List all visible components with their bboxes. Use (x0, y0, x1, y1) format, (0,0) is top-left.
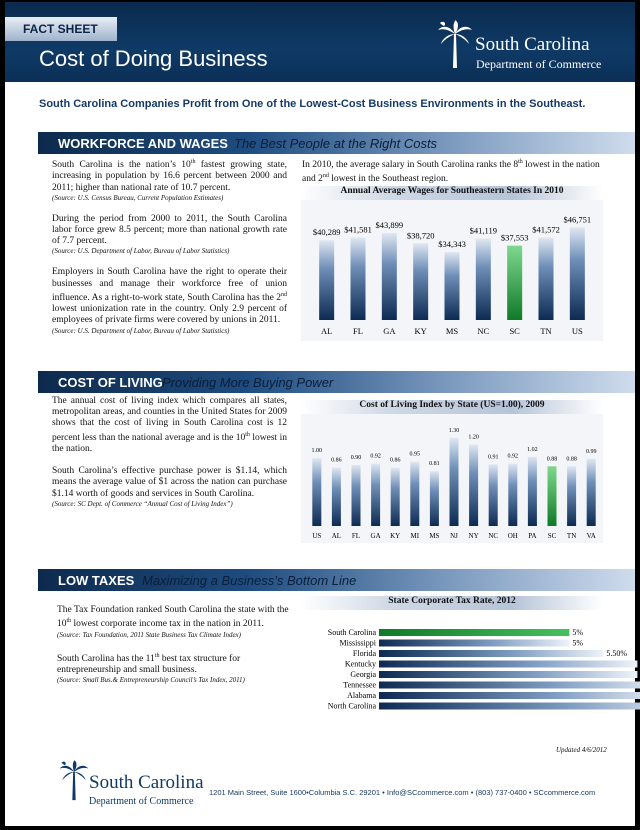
col-bar-NC (489, 464, 498, 526)
living-chart-svg (301, 414, 603, 543)
section-title-taxes: LOW TAXES (58, 573, 135, 588)
tax-value-label: 5.50% (606, 649, 628, 658)
section-subtitle-taxes: Maximizing a Business’s Bottom Line (142, 573, 357, 588)
wage-bar-AL (319, 240, 334, 320)
col-bar-GA (371, 464, 380, 526)
tax-chart (301, 596, 628, 720)
col-bar-PA (528, 457, 537, 526)
wage-category-label: US (571, 326, 583, 336)
tax-category-label: Alabama (347, 691, 376, 700)
tax-bar-0 (379, 629, 569, 636)
col-category-label: NY (468, 532, 479, 540)
col-category-label: TN (566, 532, 577, 540)
wage-category-label: MS (445, 326, 459, 336)
section-subtitle-living: Providing More Buying Power (162, 375, 334, 390)
col-category-label: GA (370, 532, 381, 540)
tax-paragraph-2: South Carolina has the 11th best tax structure for entrepreneurship and small business. (57, 652, 241, 675)
tax-category-label: Kentucky (344, 659, 376, 669)
workforce-paragraph-1: South Carolina is the nation’s 10th fastest growing state, increasing in population by 16.6 percent between 2000 and 2011; higher than national rate of 10.7 percent. (52, 159, 287, 193)
col-bar-US (312, 458, 321, 526)
col-value-label: 1.30 (448, 427, 460, 434)
col-category-label: MI (410, 532, 420, 540)
wage-category-label: TN (540, 326, 552, 336)
tax-bar-4 (379, 671, 637, 678)
col-bar-OH (508, 464, 517, 526)
living-chart-title: Cost of Living Index by State (US=1.00), 2009 (301, 400, 603, 414)
col-bar-FL (352, 465, 361, 526)
wage-bar-US (570, 227, 585, 320)
wage-value-label: $41,119 (469, 225, 497, 236)
wage-category-label: FL (353, 326, 363, 336)
tax-category-label: North Carolina (327, 701, 376, 711)
updated-date: Updated 4/6/2012 (556, 746, 607, 754)
section-band-taxes (38, 569, 635, 591)
brand-name: South Carolina (475, 34, 590, 55)
col-category-label: NJ (450, 532, 458, 540)
headline: South Carolina Companies Profit from One of the Lowest-Cost Business Environments in the Southeast. (39, 98, 586, 110)
page-title: Cost of Doing Business (39, 46, 268, 71)
tax-bar-6 (379, 692, 640, 699)
workforce-text (52, 157, 287, 336)
salary-text: In 2010, the average salary in South Carolina ranks the 8th lowest in the nation and 2nd lowest in the Southeast region. (302, 159, 600, 185)
wages-chart-title: Annual Average Wages for Southeastern States In 2010 (301, 186, 603, 200)
header-banner (5, 2, 635, 82)
col-value-label: 0.81 (429, 461, 440, 468)
wage-value-label: $43,899 (375, 220, 404, 231)
fact-sheet-page (5, 2, 635, 826)
tax-text (57, 605, 289, 685)
col-category-label: FL (351, 532, 361, 540)
wage-value-label: $38,720 (406, 230, 435, 241)
tax-category-label: South Carolina (327, 628, 376, 637)
col-bar-MI (410, 462, 419, 526)
workforce-source-1: (Source: U.S. Census Bureau, Current Population Estimates) (52, 193, 224, 202)
tax-chart-svg (301, 610, 628, 720)
col-value-label: 1.00 (311, 448, 323, 455)
workforce-paragraph-2: During the period from 2000 to 2011, the South Carolina labor force grew 8.5 percent; more than national growth rate of 7.7 percent. (52, 213, 287, 247)
col-category-label: AL (331, 532, 342, 540)
wage-value-label: $41,581 (344, 224, 372, 235)
wage-category-label: AL (320, 326, 333, 336)
workforce-source-2: (Source: U.S. Department of Labor, Bureau of Labor Statistics) (52, 247, 230, 256)
col-category-label: KY (390, 532, 401, 540)
col-value-label: 0.92 (507, 453, 519, 460)
footer-brand-name: South Carolina (89, 772, 204, 793)
col-category-label: VA (586, 532, 596, 540)
col-value-label: 0.88 (546, 456, 558, 463)
workforce-paragraph-3: Employers in South Carolina have the right to operate their businesses and manage their workforce free of union influence. As a right-to-work state, South Carolina has the 2nd lowest unionization rate in the country. Only 2.9 percent of employees of private firms were covered by unions in 2011. (52, 267, 287, 326)
col-bar-VA (587, 459, 596, 526)
wage-bar-NC (476, 239, 491, 320)
tax-category-label: Mississippi (339, 638, 376, 648)
tax-value-label: 5% (572, 628, 584, 637)
living-source: (Source: SC Dept. of Commerce “Annual Cost of Living Index”) (52, 499, 233, 508)
living-paragraph-2: South Carolina’s effective purchase power is $1.14, which means the average value of $1 across the nation can purchase $1.14 worth of goods and services in South Carolina. (52, 466, 287, 499)
col-bar-SC (548, 466, 557, 526)
col-value-label: 1.20 (468, 434, 479, 441)
wage-bar-SC (507, 246, 522, 320)
col-category-label: US (312, 532, 322, 540)
col-bar-NY (469, 445, 478, 526)
footer-palmetto-icon (59, 759, 89, 803)
wage-category-label: GA (383, 326, 396, 336)
col-bar-TN (567, 466, 576, 526)
wage-bar-FL (351, 238, 366, 320)
col-value-label: 0.92 (370, 453, 381, 460)
col-value-label: 0.99 (585, 448, 597, 455)
wages-chart-svg (301, 200, 603, 341)
fact-sheet-tag: FACT SHEET (5, 17, 117, 41)
col-category-label: PA (528, 532, 537, 540)
col-value-label: 0.91 (487, 454, 499, 461)
tax-bar-5 (379, 682, 640, 689)
tax-bar-2 (379, 650, 603, 657)
footer-address: 1201 Main Street, Suite 1600•Columbia S.C. 29201 • Info@SCcommerce.com • (803) 737-0400 • SCcommerce.com (209, 788, 596, 797)
palmetto-logo-icon (437, 20, 473, 70)
section-subtitle-workforce: The Best People at the Right Costs (234, 136, 438, 151)
col-category-label: NC (488, 532, 499, 540)
wage-bar-MS (445, 252, 460, 320)
col-value-label: 0.88 (566, 456, 577, 463)
col-value-label: 0.95 (409, 451, 421, 458)
col-category-label: OH (507, 532, 518, 540)
wage-category-label: NC (477, 326, 490, 336)
tax-category-label: Georgia (350, 670, 376, 679)
col-value-label: 1.02 (527, 446, 538, 453)
tax-bar-3 (379, 661, 637, 668)
brand-dept: Department of Commerce (476, 57, 602, 71)
col-category-label: SC (547, 532, 557, 540)
wage-value-label: $37,553 (500, 232, 529, 243)
section-band-workforce (38, 132, 635, 154)
col-bar-MS (430, 471, 439, 526)
living-text (52, 396, 287, 509)
wage-value-label: $46,751 (563, 214, 592, 225)
tax-category-label: Tennessee (343, 680, 376, 690)
section-title-workforce: WORKFORCE AND WAGES (58, 136, 228, 151)
footer-brand-dept: Department of Commerce (89, 796, 194, 807)
wage-bar-GA (382, 233, 397, 320)
tax-source-2: (Source: Small Bus.& Entrepreneurship Council’s Tax Index, 2011) (57, 676, 245, 685)
living-chart (301, 400, 603, 543)
col-value-label: 0.90 (350, 454, 362, 461)
workforce-source-3: (Source: U.S. Department of Labor, Bureau of Labor Statistics) (52, 326, 230, 335)
tax-category-label: Florida (352, 649, 376, 658)
wage-value-label: $40,289 (312, 227, 341, 238)
col-bar-KY (391, 468, 400, 526)
tax-value-label: 5% (572, 638, 584, 648)
col-value-label: 0.86 (389, 457, 401, 464)
wage-value-label: $41,572 (532, 224, 560, 235)
tax-bar-7 (379, 703, 640, 710)
tax-paragraph-1: The Tax Foundation ranked South Carolina the state with the 10th lowest corporate income tax in the nation in 2011. (57, 605, 289, 630)
tax-source-1: (Source: Tax Foundation, 2011 State Business Tax Climate Index) (57, 630, 241, 639)
wage-category-label: SC (509, 326, 520, 336)
section-band-living (38, 371, 635, 393)
section-title-living: COST OF LIVING (58, 375, 163, 390)
col-bar-NJ (450, 438, 459, 526)
wage-bar-TN (539, 238, 554, 320)
living-paragraph-1: The annual cost of living index which compares all states, metropolitan areas, and counties in the United States for 2009 shows that the cost of living in South Carolina cost is 12 percent less than the national average and is the 10th lowest in the nation. (52, 396, 287, 454)
wage-category-label: KY (414, 326, 427, 336)
tax-chart-title: State Corporate Tax Rate, 2012 (301, 596, 603, 610)
wage-bar-KY (413, 243, 428, 320)
col-category-label: MS (429, 532, 440, 540)
col-value-label: 0.86 (331, 457, 342, 464)
wages-chart (301, 186, 603, 341)
tax-bar-1 (379, 640, 569, 647)
col-bar-AL (332, 468, 341, 526)
wage-value-label: $34,343 (438, 239, 466, 250)
